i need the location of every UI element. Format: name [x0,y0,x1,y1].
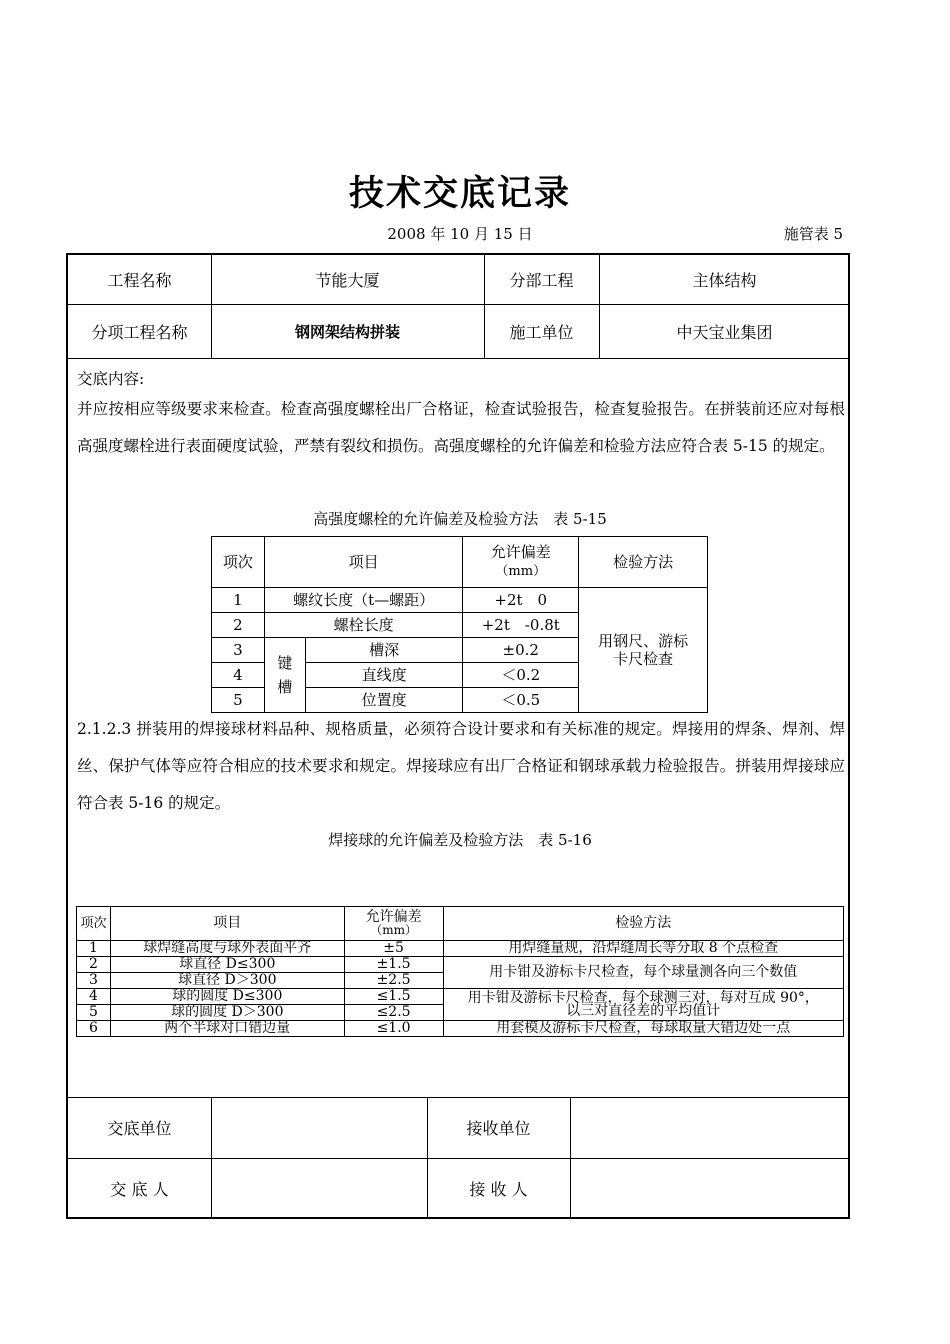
header-method: 检验方法 [579,537,708,588]
contractor-value: 中天宝业集团 [676,322,773,342]
content-paragraph-2: 2.1.2.3 拼装用的焊接球材料品种、规格质量，必须符合设计要求和有关标准的规定。焊接用的焊条、焊剂、焊丝、保护气体等应符合相应的技术要求和规定。焊接球应有出厂合格证和钢球承载力检验报告。拼装用焊接球应符合表 5-16 的规定。 [77,720,845,812]
header-no: 项次 [212,537,265,588]
row-no: 1 [212,588,265,613]
form-number: 施管表 5 [783,225,843,243]
issuer-unit-field[interactable] [211,1097,427,1158]
row-item: 球直径 D＞300 [110,973,344,989]
row-item: 两个半球对口错边量 [110,1021,344,1037]
row-item: 螺纹长度（t—螺距） [264,588,462,613]
row-method: 用卡钳及游标卡尺检查，每个球量测各向三个数值 [443,957,843,989]
receiver-unit-label: 接收单位 [466,1119,531,1138]
row-item: 直线度 [305,663,463,688]
header-item: 项目 [264,537,462,588]
row-tolerance: ≤2.5 [344,1005,443,1021]
header-no: 项次 [77,907,111,941]
table2-caption: 焊接球的允许偏差及检验方法 表 5-16 [328,831,592,849]
subitem-label: 分项工程名称 [91,322,188,342]
project-label: 工程名称 [107,271,172,290]
row-no: 1 [77,941,111,957]
content-paragraph-1: 并应按相应等级要求来检查。检查高强度螺栓出厂合格证，检查试验报告，检查复验报告。在拼装前还应对每根高强度螺栓进行表面硬度试验，严禁有裂纹和损伤。高强度螺栓的允许偏差和检验方法应符合表 5-15 的规定。 [77,400,845,455]
row-tolerance: ≤1.0 [344,1021,443,1037]
row-tolerance: +2t -0.8t [463,613,579,638]
receiver-field[interactable] [570,1158,850,1219]
bolt-tolerance-table [211,536,708,713]
row-method: 用套模及游标卡尺检查，每球取量大错边处一点 [443,1021,843,1037]
subitem-value: 钢网架结构拼装 [294,322,400,341]
row-tolerance: ≤1.5 [344,989,443,1005]
division-label: 分部工程 [509,271,574,290]
document-title: 技术交底记录 [348,174,571,214]
division-value: 主体结构 [692,271,757,290]
row-no: 4 [77,989,111,1005]
header-tolerance: 允许偏差 （mm） [463,537,579,588]
table-header-row [77,907,844,941]
row-item: 球的圆度 D≤300 [110,989,344,1005]
receiver-label: 接 收 人 [469,1180,528,1199]
row-item: 槽深 [305,638,463,663]
row-no: 3 [212,638,265,663]
issuer-field[interactable] [211,1158,427,1219]
table1-caption: 高强度螺栓的允许偏差及检验方法 表 5-15 [313,510,607,528]
receiver-unit-field[interactable] [570,1097,850,1158]
row-method: 用卡钳及游标卡尺检查，每个球测三对，每对互成 90°，以三对直径差的平均值计 [443,989,843,1021]
row-item: 位置度 [305,688,463,713]
header-tolerance: 允许偏差 （mm） [344,907,443,941]
row-tolerance: ±5 [344,941,443,957]
row-item: 螺栓长度 [264,613,462,638]
row-no: 3 [77,973,111,989]
row-item: 球焊缝高度与球外表面平齐 [110,941,344,957]
weld-ball-tolerance-table [76,906,844,1037]
table-header-row [212,537,708,588]
row-tolerance: ±2.5 [344,973,443,989]
row-no: 2 [212,613,265,638]
row-method: 用钢尺、游标卡尺检查 [579,588,708,713]
keyslot-group-label: 键槽 [264,638,305,713]
issuer-label: 交 底 人 [110,1180,169,1199]
header-item: 项目 [110,907,344,941]
row-no: 6 [77,1021,111,1037]
row-tolerance: ±0.2 [463,638,579,663]
table-row [77,989,844,1005]
row-no: 4 [212,663,265,688]
project-value: 节能大厦 [315,271,380,290]
row-no: 2 [77,957,111,973]
row-item: 球直径 D≤300 [110,957,344,973]
row-no: 5 [212,688,265,713]
table-row [77,1021,844,1037]
row-method: 用焊缝量规，沿焊缝周长等分取 8 个点检查 [443,941,843,957]
table-row [77,957,844,973]
row-tolerance: ＜0.2 [463,663,579,688]
table-row [212,588,708,613]
row-item: 球的圆度 D＞300 [110,1005,344,1021]
document-date: 2008 年 10 月 15 日 [387,225,533,243]
row-tolerance: ＜0.5 [463,688,579,713]
header-method: 检验方法 [443,907,843,941]
row-tolerance: +2t 0 [463,588,579,613]
content-label: 交底内容: [77,370,145,388]
row-no: 5 [77,1005,111,1021]
row-tolerance: ±1.5 [344,957,443,973]
divider [68,358,848,359]
issuer-unit-label: 交底单位 [107,1119,172,1138]
contractor-label: 施工单位 [509,322,574,342]
record-form [66,253,850,1219]
table-row [77,941,844,957]
